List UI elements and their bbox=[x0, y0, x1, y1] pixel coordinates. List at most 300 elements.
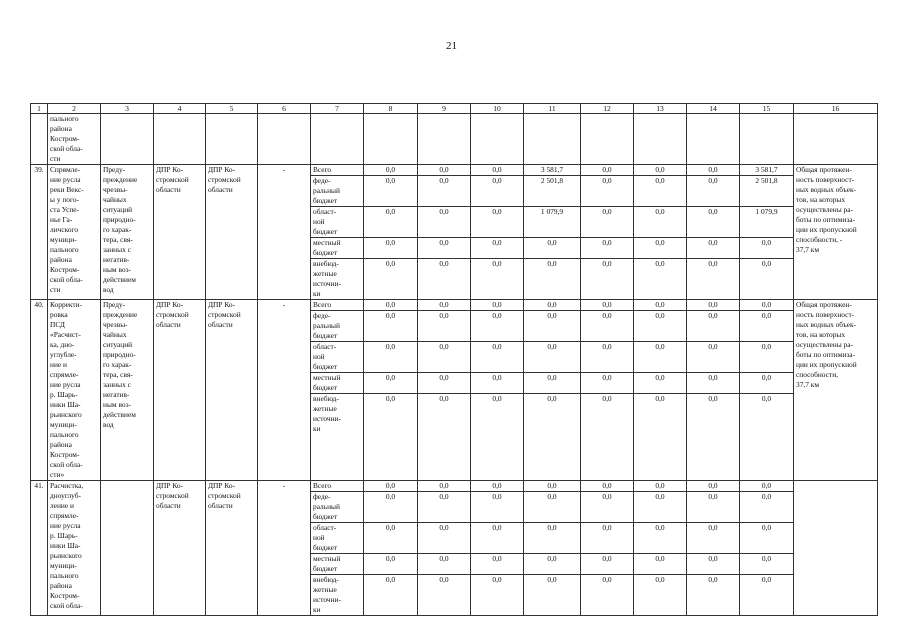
spacer bbox=[524, 196, 580, 206]
spacer bbox=[364, 196, 417, 206]
spacer bbox=[687, 279, 739, 289]
value-cell bbox=[687, 165, 740, 300]
spacer bbox=[471, 279, 523, 289]
funding-value: 0,0 bbox=[740, 258, 793, 269]
funding-source-label: бюджет bbox=[313, 383, 338, 392]
spacer bbox=[364, 217, 417, 227]
spacer bbox=[581, 595, 633, 605]
spacer bbox=[524, 543, 580, 553]
spacer bbox=[634, 217, 686, 227]
spacer bbox=[471, 533, 523, 543]
spacer bbox=[634, 595, 686, 605]
funding-value: 0,0 bbox=[634, 310, 686, 321]
funding-value: 0,0 bbox=[439, 165, 449, 174]
funding-value: 0,0 bbox=[687, 237, 739, 248]
funding-value: 0,0 bbox=[687, 341, 739, 352]
row-number: 41. bbox=[31, 481, 48, 616]
spacer bbox=[581, 543, 633, 553]
spacer bbox=[524, 331, 580, 341]
funding-value: 0,0 bbox=[740, 310, 793, 321]
project-name-cell: Корректи- ровка ПСД «Расчист- ка, дно- углубле- ние и спрямле- ние русла р. Шарь- инки Ша- рьинского муници- пального района Костром- ской обла- сти» bbox=[48, 300, 101, 481]
spacer bbox=[418, 248, 470, 258]
funding-source-label: ральный bbox=[313, 321, 340, 330]
spacer bbox=[687, 362, 739, 372]
funding-value: 0,0 bbox=[385, 165, 396, 174]
empty-cell bbox=[581, 114, 634, 165]
value-cell bbox=[634, 300, 687, 481]
project-name-cell: Расчистка, дноуглуб- ление и спрямле- ние русла р. Шарь- инки Ша- рьинского муници- пального района Костром- ской обла- bbox=[48, 481, 101, 616]
spacer bbox=[687, 217, 739, 227]
spacer bbox=[634, 279, 686, 289]
funding-value: 0,0 bbox=[740, 237, 793, 248]
empty-cell bbox=[524, 114, 581, 165]
result-cell: Общая протяжен- ность поверхност- ных водных объек- тов, на которых осуществлены ра- боты по оптимиза- ции их пропускной способности, - 37,7 км bbox=[794, 165, 878, 300]
spacer bbox=[418, 414, 470, 424]
funding-source-label: област- bbox=[311, 206, 363, 217]
funding-value: 0,0 bbox=[418, 553, 470, 564]
funding-value: 0,0 bbox=[364, 522, 417, 533]
empty-cell bbox=[101, 114, 154, 165]
spacer bbox=[524, 564, 580, 574]
funding-source-label: ной bbox=[313, 217, 325, 226]
funding-value: 0,0 bbox=[471, 175, 523, 186]
funding-value: 0,0 bbox=[581, 175, 633, 186]
spacer bbox=[740, 533, 793, 543]
spacer bbox=[740, 585, 793, 595]
spacer bbox=[740, 383, 793, 393]
header-cell: 5 bbox=[206, 104, 258, 114]
spacer bbox=[364, 414, 417, 424]
value-cell bbox=[418, 300, 471, 481]
value-cell bbox=[471, 165, 524, 300]
funding-value: 0,0 bbox=[581, 341, 633, 352]
spacer bbox=[581, 289, 633, 299]
spacer bbox=[634, 605, 686, 615]
spacer bbox=[740, 543, 793, 553]
spacer bbox=[364, 595, 417, 605]
spacer bbox=[740, 404, 793, 414]
spacer bbox=[418, 227, 470, 237]
funding-source-label: жетные bbox=[313, 269, 337, 278]
funding-value: 0,0 bbox=[364, 237, 417, 248]
spacer bbox=[471, 321, 523, 331]
value-cell bbox=[687, 300, 740, 481]
spacer bbox=[740, 414, 793, 424]
value-cell bbox=[418, 481, 471, 616]
empty-cell bbox=[364, 114, 418, 165]
spacer bbox=[364, 404, 417, 414]
funding-source-label: жетные bbox=[313, 404, 337, 413]
funding-value: 3 581,7 bbox=[540, 165, 564, 174]
spacer bbox=[524, 585, 580, 595]
funding-value: 0,0 bbox=[418, 372, 470, 383]
spacer bbox=[364, 186, 417, 196]
spacer bbox=[581, 533, 633, 543]
funding-value: 0,0 bbox=[655, 300, 665, 309]
spacer bbox=[740, 248, 793, 258]
spacer bbox=[524, 383, 580, 393]
funding-value: 0,0 bbox=[439, 300, 449, 309]
funding-value: 0,0 bbox=[740, 341, 793, 352]
spacer bbox=[740, 362, 793, 372]
spacer bbox=[634, 424, 686, 434]
spacer bbox=[634, 564, 686, 574]
funding-source-cell bbox=[311, 300, 364, 481]
row-number: 39. bbox=[31, 165, 48, 300]
funding-value: 0,0 bbox=[364, 175, 417, 186]
spacer bbox=[687, 352, 739, 362]
spacer bbox=[418, 279, 470, 289]
result-cell: Общая протяжен- ность поверхност- ных водных объек- тов, на которых осуществлены ра- боты по оптимиза- ции их пропускной способности, 37,7 км bbox=[794, 300, 878, 481]
spacer bbox=[364, 564, 417, 574]
goal-cell: Преду- преждение чрезвы- чайных ситуаций природно- го харак- тера, свя- занных с негатив- ным воз- действием вод bbox=[101, 165, 154, 300]
funding-value: 0,0 bbox=[581, 522, 633, 533]
page-number: 21 bbox=[446, 40, 457, 52]
spacer bbox=[418, 512, 470, 522]
header-cell: 12 bbox=[581, 104, 634, 114]
executor-cell: ДПР Ко- стромской области bbox=[206, 300, 258, 481]
spacer bbox=[634, 512, 686, 522]
empty-cell bbox=[794, 114, 878, 165]
spacer bbox=[581, 564, 633, 574]
header-row bbox=[31, 104, 878, 114]
funding-value: 0,0 bbox=[385, 481, 396, 490]
spacer bbox=[364, 227, 417, 237]
spacer bbox=[687, 564, 739, 574]
empty-cell bbox=[471, 114, 524, 165]
funding-source-label: ральный bbox=[313, 186, 340, 195]
funding-value: 0,0 bbox=[655, 481, 665, 490]
spacer bbox=[740, 595, 793, 605]
funding-value: 0,0 bbox=[547, 300, 557, 309]
funding-source-label: Всего bbox=[313, 300, 332, 309]
spacer bbox=[581, 352, 633, 362]
header-cell: 10 bbox=[471, 104, 524, 114]
spacer bbox=[687, 605, 739, 615]
funding-source-label: внебюд- bbox=[311, 393, 363, 404]
spacer bbox=[740, 269, 793, 279]
spacer bbox=[634, 331, 686, 341]
spacer bbox=[418, 321, 470, 331]
funding-value: 0,0 bbox=[708, 300, 718, 309]
funding-source-label: област- bbox=[311, 522, 363, 533]
spacer bbox=[581, 196, 633, 206]
funding-value: 0,0 bbox=[492, 300, 502, 309]
spacer bbox=[740, 289, 793, 299]
funding-value: 0,0 bbox=[471, 237, 523, 248]
spacer bbox=[581, 217, 633, 227]
funding-value: 0,0 bbox=[634, 237, 686, 248]
program-table bbox=[30, 103, 878, 616]
spacer bbox=[634, 414, 686, 424]
funding-value: 0,0 bbox=[418, 175, 470, 186]
value-cell bbox=[364, 300, 418, 481]
funding-source-label: ки bbox=[313, 289, 321, 298]
spacer bbox=[581, 362, 633, 372]
spacer bbox=[418, 543, 470, 553]
spacer bbox=[687, 585, 739, 595]
spacer bbox=[634, 248, 686, 258]
value-cell bbox=[581, 165, 634, 300]
table-row bbox=[31, 165, 878, 300]
funding-value: 0,0 bbox=[418, 258, 470, 269]
header-cell: 11 bbox=[524, 104, 581, 114]
spacer bbox=[740, 512, 793, 522]
spacer bbox=[687, 196, 739, 206]
spacer bbox=[418, 502, 470, 512]
spacer bbox=[418, 362, 470, 372]
empty-cell bbox=[418, 114, 471, 165]
funding-value: 0,0 bbox=[471, 491, 523, 502]
spacer bbox=[687, 543, 739, 553]
spacer bbox=[418, 533, 470, 543]
period-cell: - bbox=[258, 481, 311, 616]
funding-value: 0,0 bbox=[708, 481, 718, 490]
funding-value: 0,0 bbox=[687, 491, 739, 502]
funding-value: 0,0 bbox=[524, 522, 580, 533]
funding-value: 0,0 bbox=[364, 393, 417, 404]
spacer bbox=[634, 196, 686, 206]
funding-value: 0,0 bbox=[740, 553, 793, 564]
funding-value: 0,0 bbox=[655, 165, 665, 174]
funding-value: 0,0 bbox=[364, 574, 417, 585]
spacer bbox=[524, 352, 580, 362]
funding-value: 0,0 bbox=[364, 341, 417, 352]
spacer bbox=[581, 585, 633, 595]
funding-value: 0,0 bbox=[687, 522, 739, 533]
spacer bbox=[687, 331, 739, 341]
header-cell: 2 bbox=[48, 104, 101, 114]
value-cell bbox=[471, 481, 524, 616]
funding-value: 0,0 bbox=[602, 165, 612, 174]
funding-value: 0,0 bbox=[418, 491, 470, 502]
funding-value: 0,0 bbox=[740, 393, 793, 404]
spacer bbox=[634, 227, 686, 237]
funding-source-label: феде- bbox=[311, 175, 363, 186]
spacer bbox=[418, 605, 470, 615]
spacer bbox=[418, 564, 470, 574]
spacer bbox=[687, 404, 739, 414]
funding-value: 0,0 bbox=[687, 310, 739, 321]
header-cell: 7 bbox=[311, 104, 364, 114]
header-cell: 13 bbox=[634, 104, 687, 114]
funding-value: 0,0 bbox=[492, 165, 502, 174]
spacer bbox=[687, 186, 739, 196]
spacer bbox=[471, 502, 523, 512]
funding-value: 0,0 bbox=[634, 522, 686, 533]
spacer bbox=[471, 331, 523, 341]
funding-source-label: местный bbox=[311, 553, 363, 564]
value-cell bbox=[524, 481, 581, 616]
spacer bbox=[471, 362, 523, 372]
executor-cell: ДПР Ко- стромской области bbox=[206, 165, 258, 300]
spacer bbox=[524, 424, 580, 434]
spacer bbox=[471, 352, 523, 362]
spacer bbox=[524, 217, 580, 227]
funding-value: 2 501,8 bbox=[524, 175, 580, 186]
funding-value: 0,0 bbox=[471, 393, 523, 404]
value-cell bbox=[471, 300, 524, 481]
funding-value: 0,0 bbox=[602, 481, 612, 490]
funding-value: 0,0 bbox=[581, 491, 633, 502]
funding-value: 0,0 bbox=[524, 310, 580, 321]
spacer bbox=[740, 321, 793, 331]
header-cell: 1 bbox=[31, 104, 48, 114]
funding-value: 0,0 bbox=[581, 206, 633, 217]
spacer bbox=[524, 533, 580, 543]
funding-value: 0,0 bbox=[471, 553, 523, 564]
funding-value: 0,0 bbox=[581, 258, 633, 269]
spacer bbox=[740, 217, 793, 227]
funding-source-label: ральный bbox=[313, 502, 340, 511]
header-cell: 9 bbox=[418, 104, 471, 114]
spacer bbox=[740, 352, 793, 362]
goal-cell bbox=[101, 481, 154, 616]
goal-cell: Преду- преждение чрезвы- чайных ситуаций природно- го харак- тера, свя- занных с негатив- ным воз- действием вод bbox=[101, 300, 154, 481]
funding-value: 0,0 bbox=[471, 341, 523, 352]
executor-cell: ДПР Ко- стромской области bbox=[206, 481, 258, 616]
spacer bbox=[364, 605, 417, 615]
funding-value: 0,0 bbox=[634, 393, 686, 404]
value-cell bbox=[581, 481, 634, 616]
spacer bbox=[687, 512, 739, 522]
period-cell: - bbox=[258, 165, 311, 300]
funding-value: 0,0 bbox=[524, 341, 580, 352]
funding-value: 0,0 bbox=[581, 553, 633, 564]
spacer bbox=[418, 383, 470, 393]
funding-value: 0,0 bbox=[364, 553, 417, 564]
spacer bbox=[524, 321, 580, 331]
spacer bbox=[471, 289, 523, 299]
table-row-continued bbox=[31, 114, 878, 165]
funding-value: 0,0 bbox=[524, 393, 580, 404]
spacer bbox=[687, 289, 739, 299]
spacer bbox=[418, 424, 470, 434]
spacer bbox=[471, 414, 523, 424]
spacer bbox=[418, 331, 470, 341]
funding-source-label: внебюд- bbox=[311, 574, 363, 585]
spacer bbox=[524, 289, 580, 299]
funding-value: 0,0 bbox=[634, 175, 686, 186]
funding-source-cell bbox=[311, 165, 364, 300]
customer-cell: ДПР Ко- стромской области bbox=[154, 300, 206, 481]
spacer bbox=[634, 585, 686, 595]
header-cell: 8 bbox=[364, 104, 418, 114]
spacer bbox=[740, 227, 793, 237]
empty-cell bbox=[206, 114, 258, 165]
spacer bbox=[740, 279, 793, 289]
header-cell: 14 bbox=[687, 104, 740, 114]
funding-source-label: бюджет bbox=[313, 512, 338, 521]
funding-value: 0,0 bbox=[634, 258, 686, 269]
project-name-cell: пального района Костром- ской обла- сти bbox=[48, 114, 101, 165]
row-number: 40. bbox=[31, 300, 48, 481]
spacer bbox=[364, 362, 417, 372]
value-cell bbox=[740, 481, 794, 616]
funding-value: 0,0 bbox=[740, 491, 793, 502]
spacer bbox=[471, 227, 523, 237]
funding-value: 0,0 bbox=[418, 341, 470, 352]
spacer bbox=[687, 424, 739, 434]
funding-value: 0,0 bbox=[471, 310, 523, 321]
spacer bbox=[364, 279, 417, 289]
spacer bbox=[581, 512, 633, 522]
funding-value: 0,0 bbox=[471, 258, 523, 269]
funding-value: 0,0 bbox=[687, 175, 739, 186]
spacer bbox=[364, 543, 417, 553]
spacer bbox=[364, 502, 417, 512]
spacer bbox=[687, 321, 739, 331]
spacer bbox=[740, 331, 793, 341]
value-cell bbox=[364, 481, 418, 616]
funding-value: 0,0 bbox=[581, 310, 633, 321]
spacer bbox=[634, 352, 686, 362]
spacer bbox=[418, 404, 470, 414]
spacer bbox=[418, 595, 470, 605]
spacer bbox=[364, 512, 417, 522]
empty-cell bbox=[740, 114, 794, 165]
funding-value: 1 079,9 bbox=[524, 206, 580, 217]
spacer bbox=[364, 383, 417, 393]
spacer bbox=[524, 414, 580, 424]
funding-value: 0,0 bbox=[418, 237, 470, 248]
header-cell: 3 bbox=[101, 104, 154, 114]
funding-value: 0,0 bbox=[471, 574, 523, 585]
funding-value: 1 079,9 bbox=[740, 206, 793, 217]
spacer bbox=[687, 383, 739, 393]
funding-value: 0,0 bbox=[634, 553, 686, 564]
empty-cell bbox=[311, 114, 364, 165]
value-cell bbox=[740, 165, 794, 300]
funding-value: 2 501,8 bbox=[740, 175, 793, 186]
empty-cell bbox=[154, 114, 206, 165]
spacer bbox=[418, 585, 470, 595]
spacer bbox=[364, 585, 417, 595]
funding-source-label: источни- bbox=[313, 595, 341, 604]
funding-value: 0,0 bbox=[687, 393, 739, 404]
funding-value: 0,0 bbox=[418, 522, 470, 533]
spacer bbox=[471, 196, 523, 206]
funding-value: 0,0 bbox=[524, 372, 580, 383]
funding-value: 0,0 bbox=[364, 206, 417, 217]
spacer bbox=[524, 502, 580, 512]
spacer bbox=[634, 289, 686, 299]
spacer bbox=[581, 269, 633, 279]
funding-value: 0,0 bbox=[687, 574, 739, 585]
funding-source-label: феде- bbox=[311, 491, 363, 502]
spacer bbox=[364, 321, 417, 331]
value-cell bbox=[740, 300, 794, 481]
funding-value: 0,0 bbox=[740, 372, 793, 383]
funding-value: 0,0 bbox=[418, 310, 470, 321]
spacer bbox=[581, 331, 633, 341]
funding-value: 0,0 bbox=[418, 574, 470, 585]
funding-source-label: местный bbox=[311, 372, 363, 383]
funding-value: 0,0 bbox=[634, 341, 686, 352]
spacer bbox=[581, 383, 633, 393]
funding-value: 0,0 bbox=[634, 372, 686, 383]
funding-value: 0,0 bbox=[687, 258, 739, 269]
spacer bbox=[524, 279, 580, 289]
funding-value: 0,0 bbox=[634, 574, 686, 585]
funding-value: 0,0 bbox=[761, 481, 772, 490]
value-cell bbox=[634, 165, 687, 300]
funding-value: 0,0 bbox=[761, 300, 772, 309]
funding-value: 0,0 bbox=[439, 481, 449, 490]
funding-source-label: бюджет bbox=[313, 543, 338, 552]
header-cell: 6 bbox=[258, 104, 311, 114]
funding-source-label: бюджет bbox=[313, 227, 338, 236]
